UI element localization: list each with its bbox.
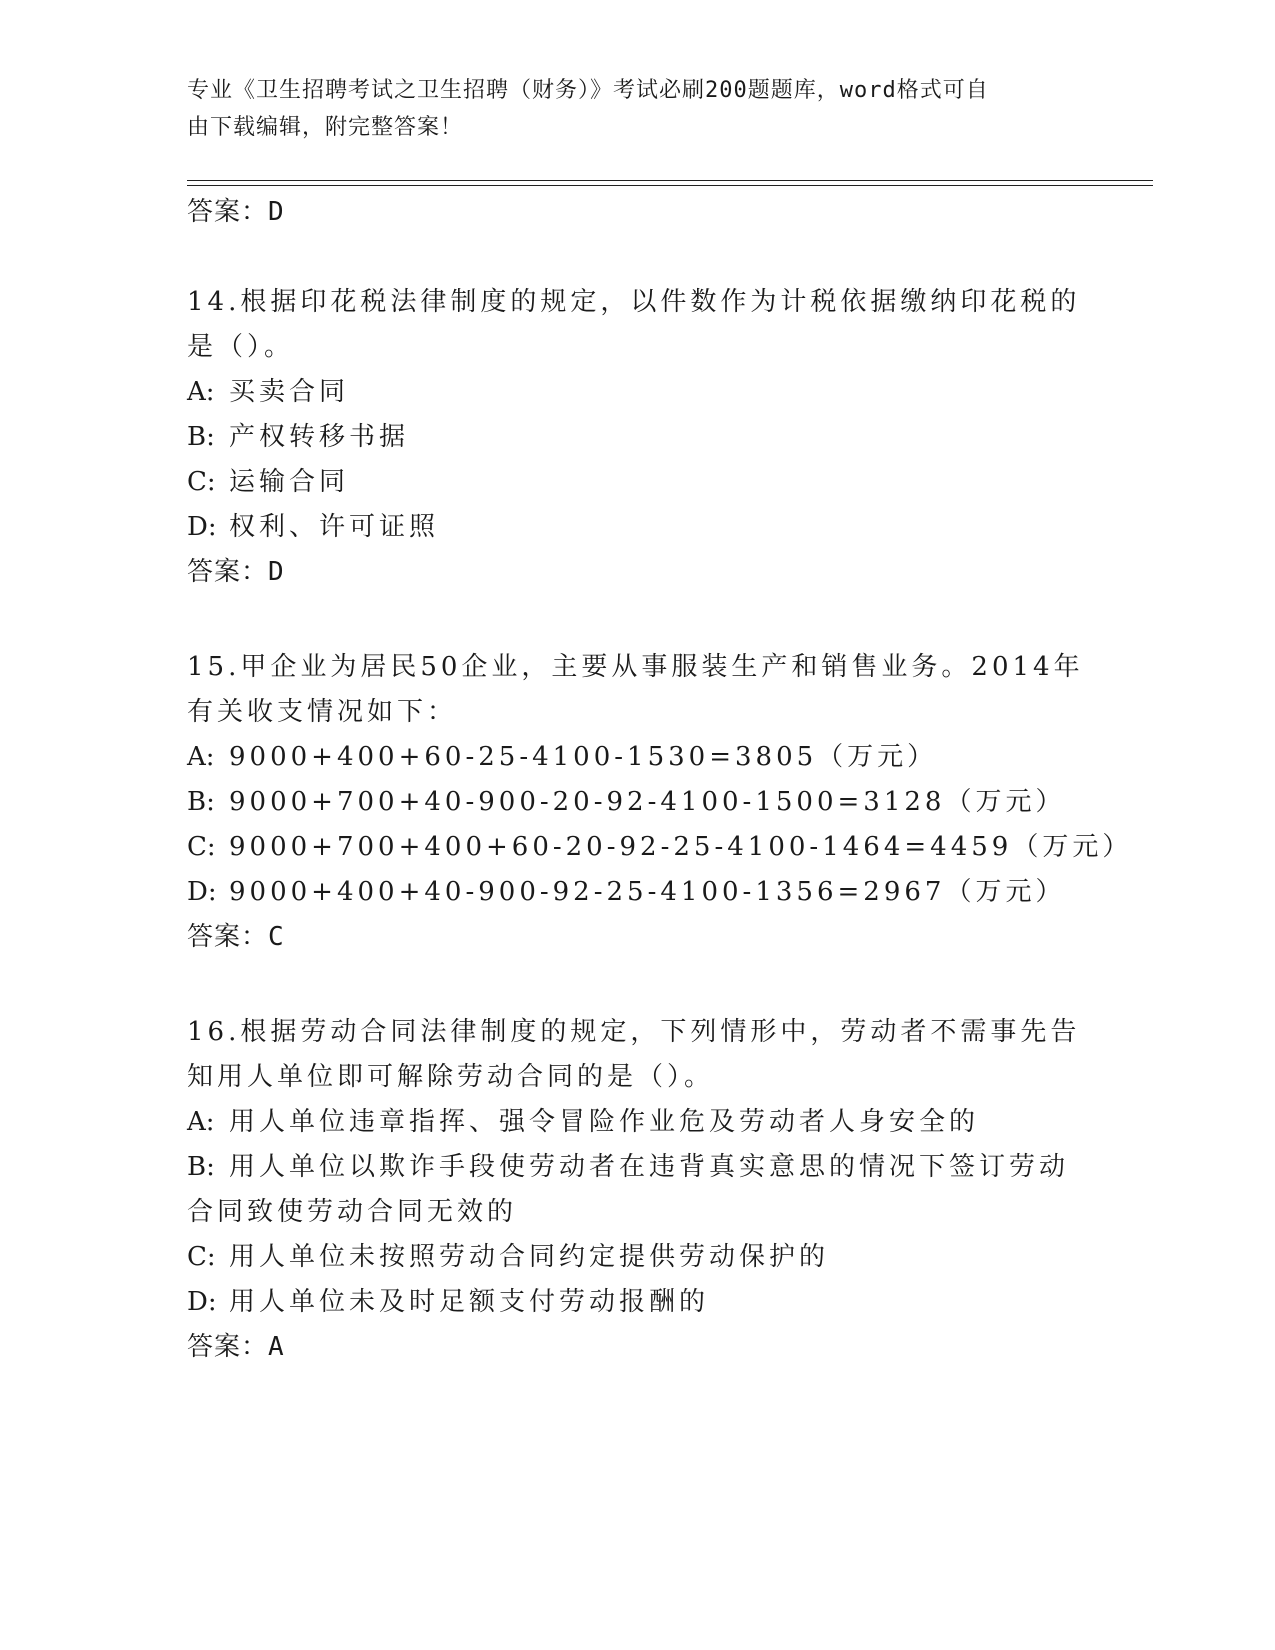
answer: 答案：D [187,557,285,587]
option-letter: B: [187,787,215,817]
question-15 [187,645,1133,959]
option-b [187,780,1087,825]
option-letter: D: [187,877,217,907]
option-letter: D: [187,512,217,542]
option-a [187,1100,1087,1145]
option-letter: D: [187,1287,217,1317]
question-stem: 14.根据印花税法律制度的规定，以件数作为计税依据缴纳印花税的是（）。 [187,287,1081,362]
option-text: 用人单位未及时足额支付劳动报酬的 [229,1287,710,1317]
option-b [187,415,1087,460]
option-letter: A: [187,377,215,407]
option-text: 买卖合同 [229,377,350,407]
answer: 答案：C [187,922,285,952]
option-letter: C: [187,832,216,862]
option-text: 运输合同 [229,467,350,497]
option-c [187,1235,1087,1280]
option-letter: B: [187,1152,215,1182]
option-c [187,460,1087,505]
option-text: 用人单位以欺诈手段使劳动者在违背真实意思的情况下签订劳动合同致使劳动合同无效的 [187,1152,1070,1227]
header-line-1: 专业《卫生招聘考试之卫生招聘（财务）》考试必刷200题题库，word格式可自 [187,78,989,103]
option-b [187,1145,1087,1235]
question-stem: 15.甲企业为居民50企业，主要从事服装生产和销售业务。2014年有关收支情况如下： [187,652,1084,727]
option-letter: A: [187,1107,215,1137]
option-text: 用人单位未按照劳动合同约定提供劳动保护的 [229,1242,830,1272]
option-letter: A: [187,742,215,772]
option-text: 用人单位违章指挥、强令冒险作业危及劳动者人身安全的 [229,1107,980,1137]
option-a [187,370,1087,415]
option-text: 9000+700+400+60-20-92-25-4100-1464=4459（万元） [229,832,1133,862]
option-text: 9000+700+40-900-20-92-4100-1500=3128（万元） [229,787,1066,817]
question-16 [187,1010,1087,1369]
option-letter: C: [187,1242,216,1272]
answer: 答案：A [187,1332,285,1362]
option-letter: C: [187,467,216,497]
option-c [187,825,1133,870]
option-text: 9000+400+40-900-92-25-4100-1356=2967（万元） [229,877,1066,907]
option-a [187,735,1087,780]
previous-answer: 答案：D [187,197,285,227]
question-stem: 16.根据劳动合同法律制度的规定，下列情形中，劳动者不需事先告知用人单位即可解除劳动合同的是（）。 [187,1017,1081,1092]
option-d [187,1280,1087,1325]
option-d [187,870,1087,915]
header-rule-top [187,180,1153,181]
option-text: 产权转移书据 [229,422,410,452]
question-14 [187,280,1087,594]
document-header [187,72,1067,146]
option-letter: B: [187,422,215,452]
option-d [187,505,1087,550]
header-line-2: 由下载编辑，附完整答案！ [187,115,464,140]
option-text: 9000+400+60-25-4100-1530=3805（万元） [229,742,938,772]
option-text: 权利、许可证照 [229,512,440,542]
header-rule-bottom [187,185,1153,186]
